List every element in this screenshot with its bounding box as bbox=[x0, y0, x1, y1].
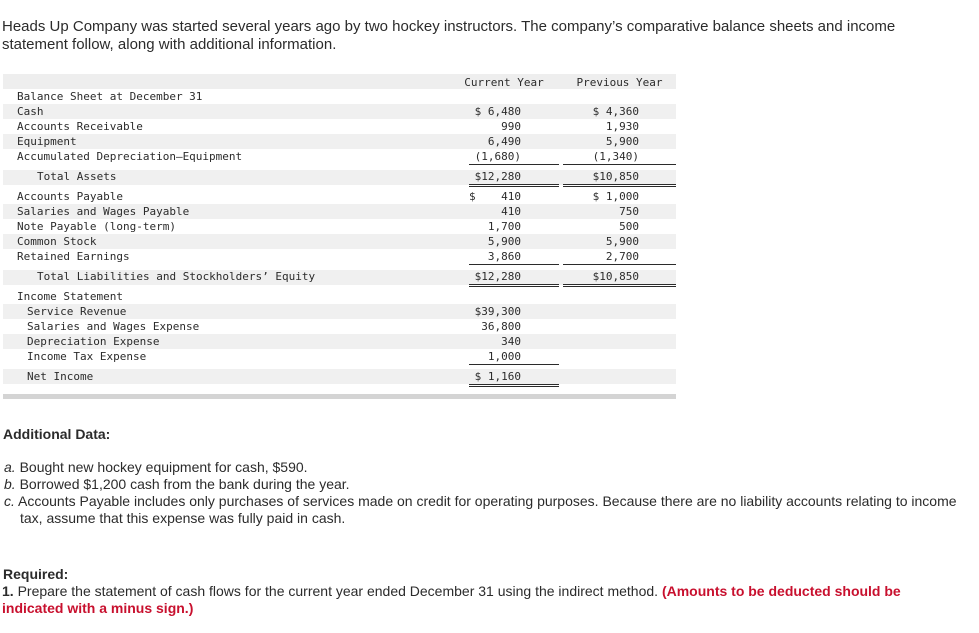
ni-current: $ 1,160 bbox=[474, 370, 521, 383]
table-row bbox=[3, 319, 676, 334]
cs-current: 5,900 bbox=[487, 235, 521, 248]
row-label-total-assets: Total Assets bbox=[37, 170, 117, 183]
ap-current: $ 410 bbox=[469, 190, 521, 203]
row-label-total-liabilities-equity: Total Liabilities and Stockholders’ Equity bbox=[37, 270, 316, 283]
de-current: 340 bbox=[501, 335, 521, 348]
total-assets-current: $12,280 bbox=[474, 170, 521, 183]
total-le-current: $12,280 bbox=[474, 270, 521, 283]
table-row bbox=[3, 269, 676, 284]
list-item: b. Borrowed $1,200 cash from the bank during the year. bbox=[4, 476, 350, 492]
balance-sheet-title: Balance Sheet at December 31 bbox=[17, 90, 203, 103]
row-label-accounts-payable: Accounts Payable bbox=[17, 190, 123, 203]
ite-current: 1,000 bbox=[487, 350, 521, 363]
row-label-accumulated-depreciation: Accumulated Depreciation—Equipment bbox=[17, 150, 243, 163]
row-label-income-tax-expense: Income Tax Expense bbox=[27, 350, 147, 363]
col-header-current-year: Current Year bbox=[464, 76, 544, 89]
double-underline bbox=[563, 184, 676, 187]
underline bbox=[469, 164, 559, 165]
double-underline bbox=[563, 284, 676, 287]
row-label-retained-earnings: Retained Earnings bbox=[17, 250, 130, 263]
total-le-previous: $10,850 bbox=[592, 270, 639, 283]
cash-current: $ 6,480 bbox=[474, 105, 521, 118]
ar-previous: 1,930 bbox=[605, 120, 639, 133]
required-heading: Required: bbox=[3, 566, 69, 582]
table-row bbox=[3, 289, 676, 304]
table-row bbox=[3, 189, 676, 204]
double-underline bbox=[469, 184, 559, 187]
row-label-net-income: Net Income bbox=[27, 370, 94, 383]
ap-previous: $ 1,000 bbox=[592, 190, 639, 203]
table-row bbox=[3, 134, 676, 149]
row-label-cash: Cash bbox=[17, 105, 44, 118]
table-row bbox=[3, 349, 676, 364]
row-label-depreciation-expense: Depreciation Expense bbox=[27, 335, 160, 348]
row-label-accounts-receivable: Accounts Receivable bbox=[17, 120, 143, 133]
table-row bbox=[3, 89, 676, 104]
table-row bbox=[3, 149, 676, 164]
underline bbox=[469, 264, 559, 265]
table-row bbox=[3, 249, 676, 264]
cash-previous: $ 4,360 bbox=[592, 105, 639, 118]
col-header-previous-year: Previous Year bbox=[576, 76, 663, 89]
double-underline bbox=[469, 284, 559, 287]
financial-statements-table bbox=[3, 74, 676, 400]
income-statement-title: Income Statement bbox=[17, 290, 123, 303]
np-previous: 500 bbox=[619, 220, 639, 233]
table-row bbox=[3, 369, 676, 384]
underline bbox=[563, 264, 676, 265]
double-underline bbox=[469, 384, 559, 387]
required-text: 1. Prepare the statement of cash flows for the current year ended December 31 using the indirect method. (Amounts to be deducted should be indicated with a minus sign.) bbox=[2, 583, 901, 616]
underline bbox=[469, 364, 559, 365]
re-previous: 2,700 bbox=[605, 250, 639, 263]
row-label-service-revenue: Service Revenue bbox=[27, 305, 127, 318]
table-row bbox=[3, 204, 676, 219]
accdep-previous: (1,340) bbox=[592, 150, 639, 163]
table-row bbox=[3, 169, 676, 184]
table-row bbox=[3, 219, 676, 234]
additional-data-list bbox=[4, 459, 964, 527]
re-current: 3,860 bbox=[487, 250, 521, 263]
table-row bbox=[3, 334, 676, 349]
row-label-salaries-expense: Salaries and Wages Expense bbox=[27, 320, 200, 333]
required-emphasis: (Amounts to be deducted should be indicated with a minus sign.) bbox=[2, 583, 901, 616]
np-current: 1,700 bbox=[487, 220, 521, 233]
additional-data-heading: Additional Data: bbox=[3, 426, 111, 442]
ar-current: 990 bbox=[501, 120, 521, 133]
table-row bbox=[3, 104, 676, 119]
cs-previous: 5,900 bbox=[605, 235, 639, 248]
total-assets-previous: $10,850 bbox=[592, 170, 639, 183]
swp-current: 410 bbox=[501, 205, 521, 218]
table-row bbox=[3, 234, 676, 249]
table-row bbox=[3, 119, 676, 134]
row-label-salaries-payable: Salaries and Wages Payable bbox=[17, 205, 190, 218]
row-label-common-stock: Common Stock bbox=[17, 235, 97, 248]
table-bottom-rule bbox=[3, 394, 676, 399]
row-label-note-payable: Note Payable (long-term) bbox=[17, 220, 176, 233]
list-item: c. Accounts Payable includes only purchases of services made on credit for operating purposes. Because there are no liability accounts relating to income tax, assume that this expense was fully paid in cash. bbox=[4, 493, 957, 526]
table-row bbox=[3, 304, 676, 319]
row-label-equipment: Equipment bbox=[17, 135, 77, 148]
equipment-current: 6,490 bbox=[487, 135, 521, 148]
accdep-current: (1,680) bbox=[474, 150, 521, 163]
swp-previous: 750 bbox=[619, 205, 639, 218]
equipment-previous: 5,900 bbox=[605, 135, 639, 148]
intro-paragraph: Heads Up Company was started several years ago by two hockey instructors. The company’s comparative balance sheets and income statement follow, along with additional information. bbox=[2, 18, 896, 53]
swe-current: 36,800 bbox=[481, 320, 521, 333]
list-item: a. Bought new hockey equipment for cash, $590. bbox=[4, 459, 308, 475]
sr-current: $39,300 bbox=[474, 305, 521, 318]
underline bbox=[563, 164, 676, 165]
